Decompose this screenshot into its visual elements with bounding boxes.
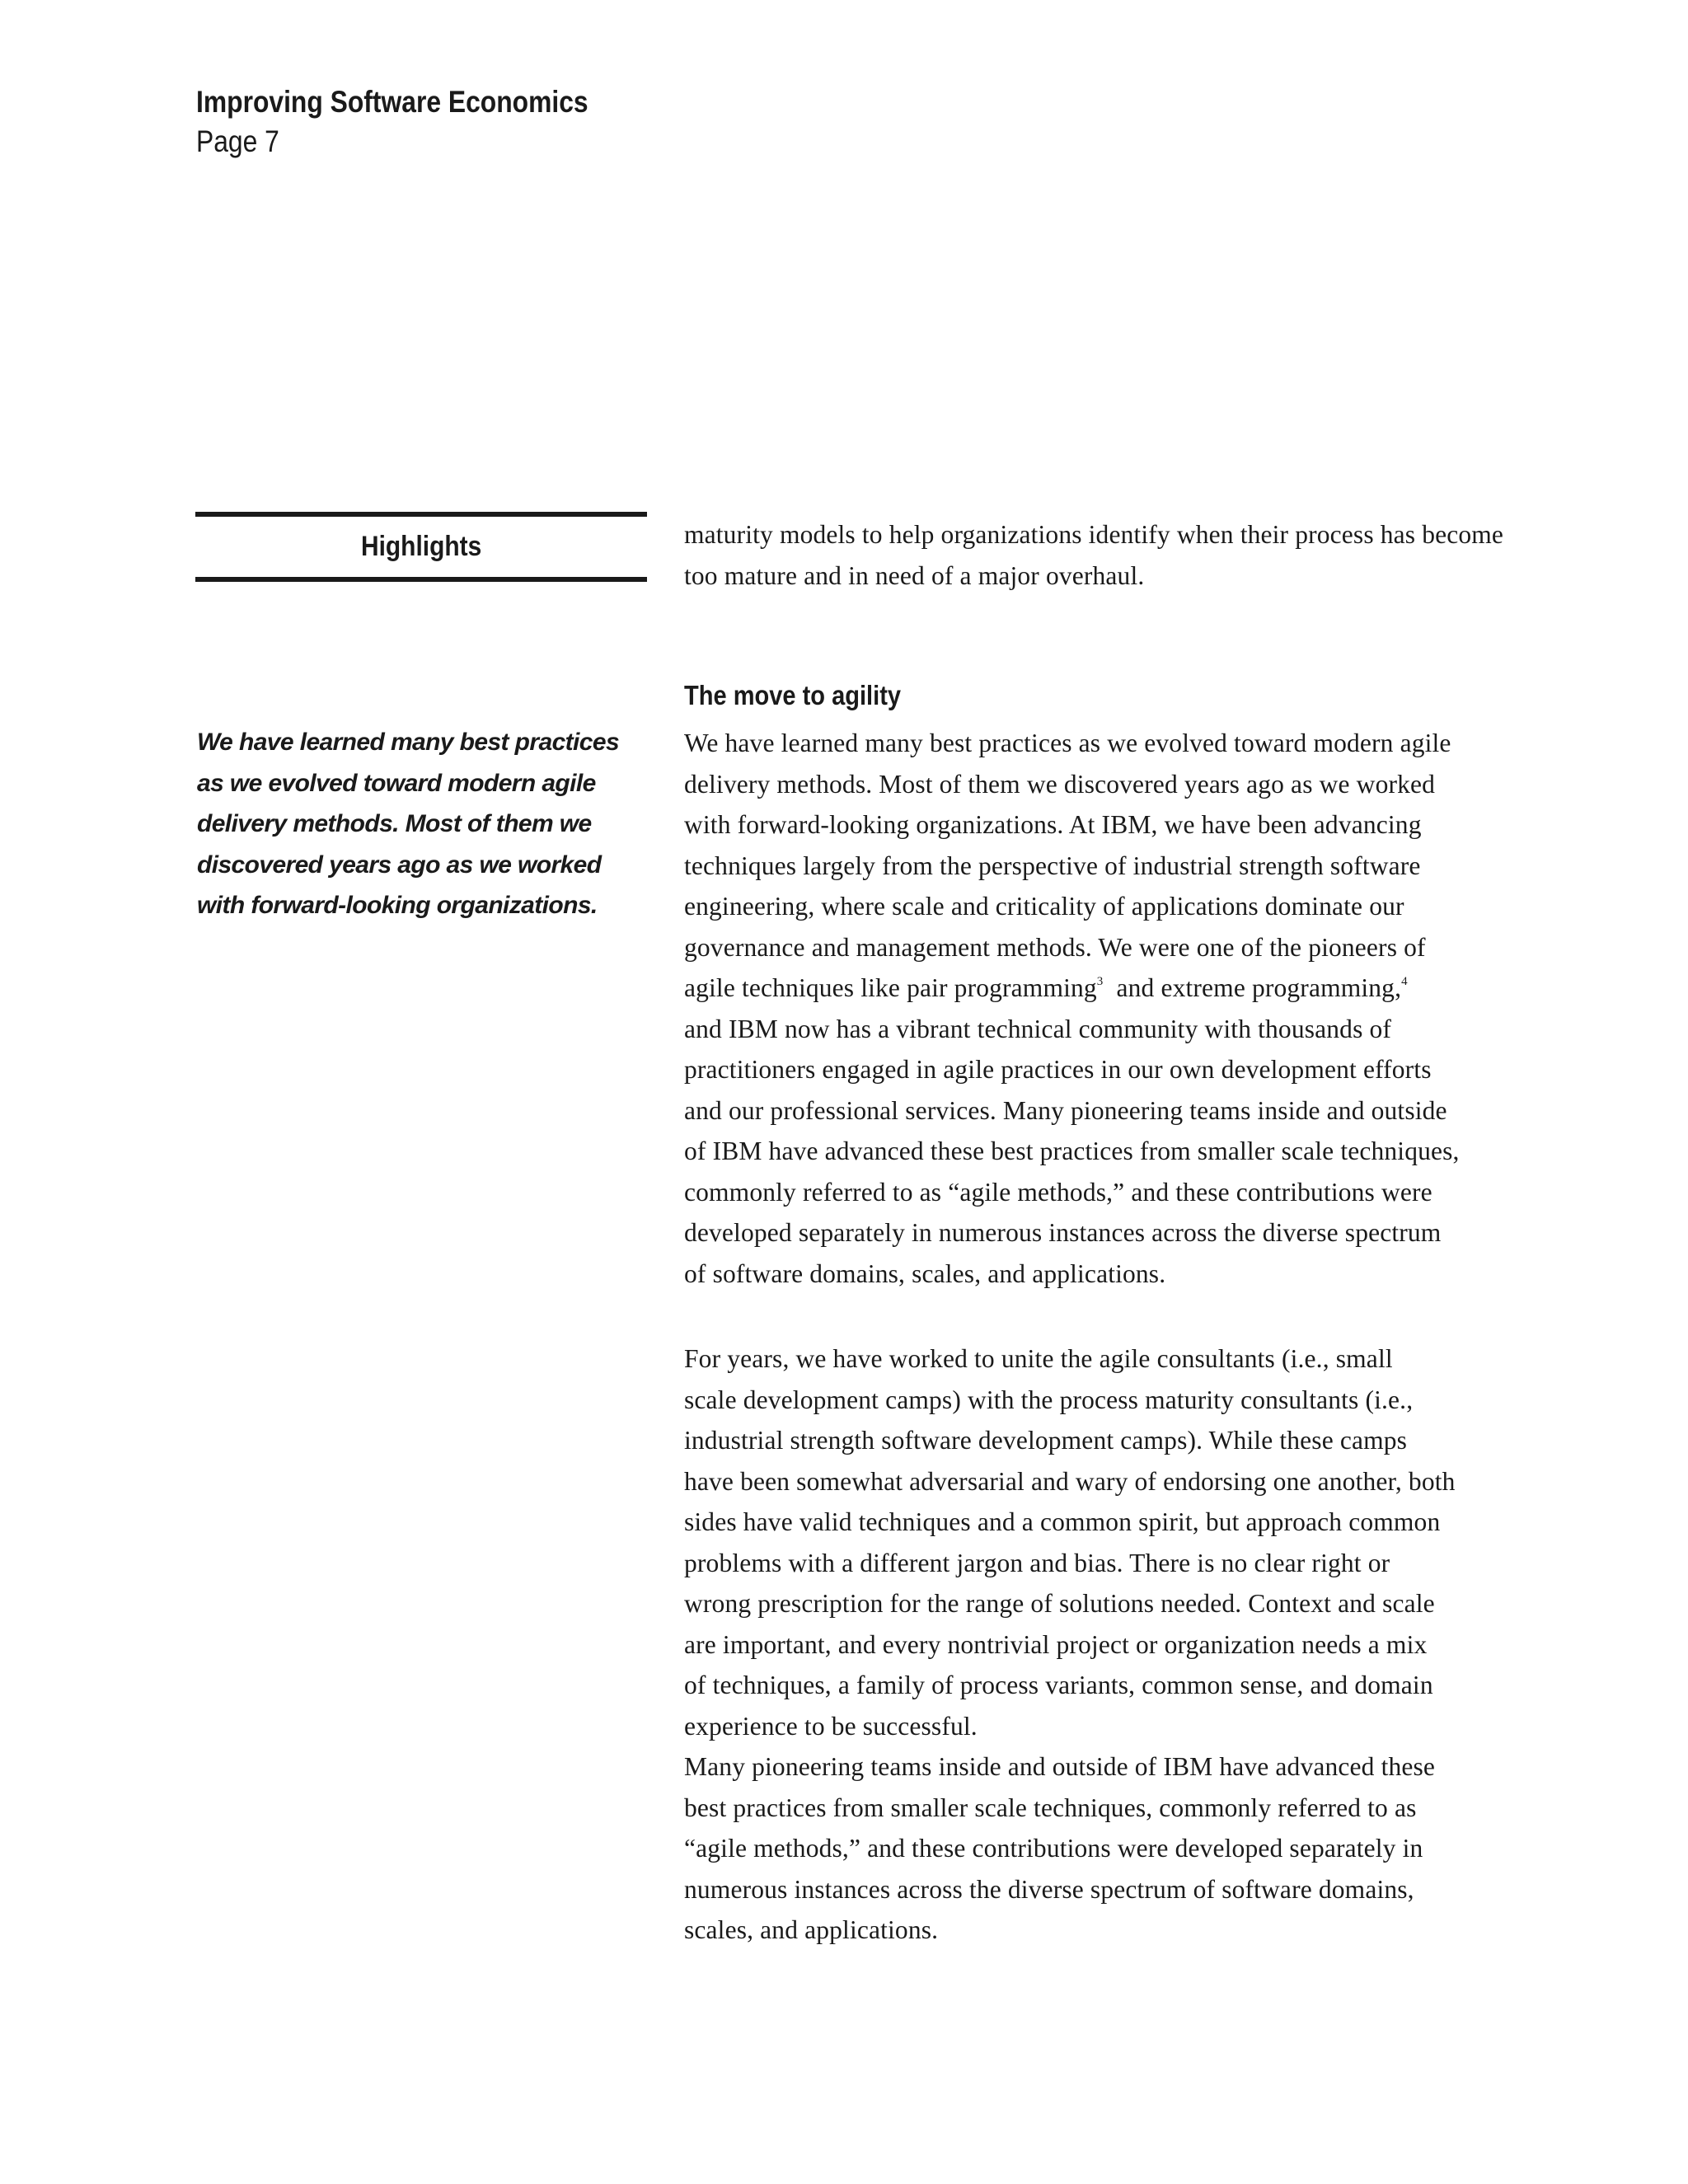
- text-line: best practices from smaller scale techniques, commonly referred to as: [684, 1793, 1417, 1822]
- text-line: commonly referred to as “agile methods,” and these contributions were: [684, 1177, 1432, 1207]
- highlight-quote-line: delivery methods. Most of them we: [197, 810, 592, 837]
- text-line: too mature and in need of a major overhaul.: [684, 560, 1145, 590]
- highlights-sidebar: [195, 512, 647, 919]
- text-line: industrial strength software development camps). While these camps: [684, 1426, 1408, 1455]
- highlight-quote: [197, 722, 659, 926]
- highlight-quote-line: discovered years ago as we worked: [197, 851, 602, 879]
- text-line: are important, and every nontrivial project or organization needs a mix: [684, 1629, 1428, 1659]
- highlights-label: Highlights: [360, 531, 482, 562]
- text-line: of techniques, a family of process variants, common sense, and domain: [684, 1671, 1433, 1699]
- page-header: [196, 82, 588, 162]
- text-line: “agile methods,” and these contributions were developed separately in: [684, 1834, 1423, 1863]
- text-line: wrong prescription for the range of solutions needed. Context and scale: [684, 1589, 1435, 1618]
- highlights-header: [195, 512, 647, 582]
- text-line: For years, we have worked to unite the agile consultants (i.e., small: [684, 1344, 1393, 1373]
- document-title: Improving Software Economics: [196, 85, 588, 119]
- text-line: of IBM have advanced these best practices from smaller scale techniques,: [684, 1137, 1460, 1165]
- footnote-reference: 4: [1401, 975, 1408, 988]
- body-paragraph-1: [684, 723, 1460, 1294]
- highlight-quote-line: with forward-looking organizations.: [197, 892, 598, 919]
- body-paragraph-3: [684, 1746, 1435, 1951]
- text-fragment: agile techniques like pair programming: [684, 973, 1097, 1002]
- text-line: maturity models to help organizations identify when their process has become: [684, 520, 1504, 549]
- text-line: have been somewhat adversarial and wary of endorsing one another, both: [684, 1466, 1456, 1496]
- text-line: sides have valid techniques and a common spirit, but approach common: [684, 1507, 1441, 1536]
- text-line: with forward-looking organizations. At IBM, we have been advancing: [684, 810, 1422, 839]
- text-fragment: and extreme programming,: [1103, 973, 1402, 1002]
- text-line: practitioners engaged in agile practices in our own development efforts: [684, 1055, 1432, 1084]
- intro-paragraph: [684, 514, 1503, 596]
- highlight-quote-line: as we evolved toward modern agile: [197, 769, 596, 797]
- text-line: scale development camps) with the process maturity consultants (i.e.,: [684, 1385, 1414, 1414]
- text-line: scales, and applications.: [684, 1915, 939, 1944]
- page-number: Page 7: [196, 124, 279, 158]
- text-line: delivery methods. Most of them we discovered years ago as we worked: [684, 769, 1436, 799]
- footnote-reference: 3: [1096, 975, 1104, 988]
- text-line: experience to be successful.: [684, 1711, 978, 1741]
- text-line: of software domains, scales, and applications.: [684, 1258, 1166, 1288]
- text-line: We have learned many best practices as we evolved toward modern agile: [684, 729, 1451, 757]
- text-line: governance and management methods. We were one of the pioneers of: [684, 932, 1426, 962]
- text-line: developed separately in numerous instances across the diverse spectrum: [684, 1218, 1442, 1247]
- text-line: techniques largely from the perspective of industrial strength software: [684, 851, 1421, 880]
- text-line: Many pioneering teams inside and outside of IBM have advanced these: [684, 1752, 1436, 1781]
- body-paragraph-2: [684, 1338, 1456, 1746]
- section-heading: The move to agility: [684, 680, 902, 710]
- text-line: and IBM now has a vibrant technical community with thousands of: [684, 1014, 1392, 1043]
- text-line: engineering, where scale and criticality of applications dominate our: [684, 892, 1404, 921]
- text-line: problems with a different jargon and bias. There is no clear right or: [684, 1548, 1390, 1577]
- text-line-with-footnotes: [684, 968, 1460, 1009]
- text-line: numerous instances across the diverse spectrum of software domains,: [684, 1874, 1414, 1904]
- highlight-quote-line: We have learned many best practices: [197, 729, 620, 756]
- text-line: and our professional services. Many pioneering teams inside and outside: [684, 1095, 1447, 1125]
